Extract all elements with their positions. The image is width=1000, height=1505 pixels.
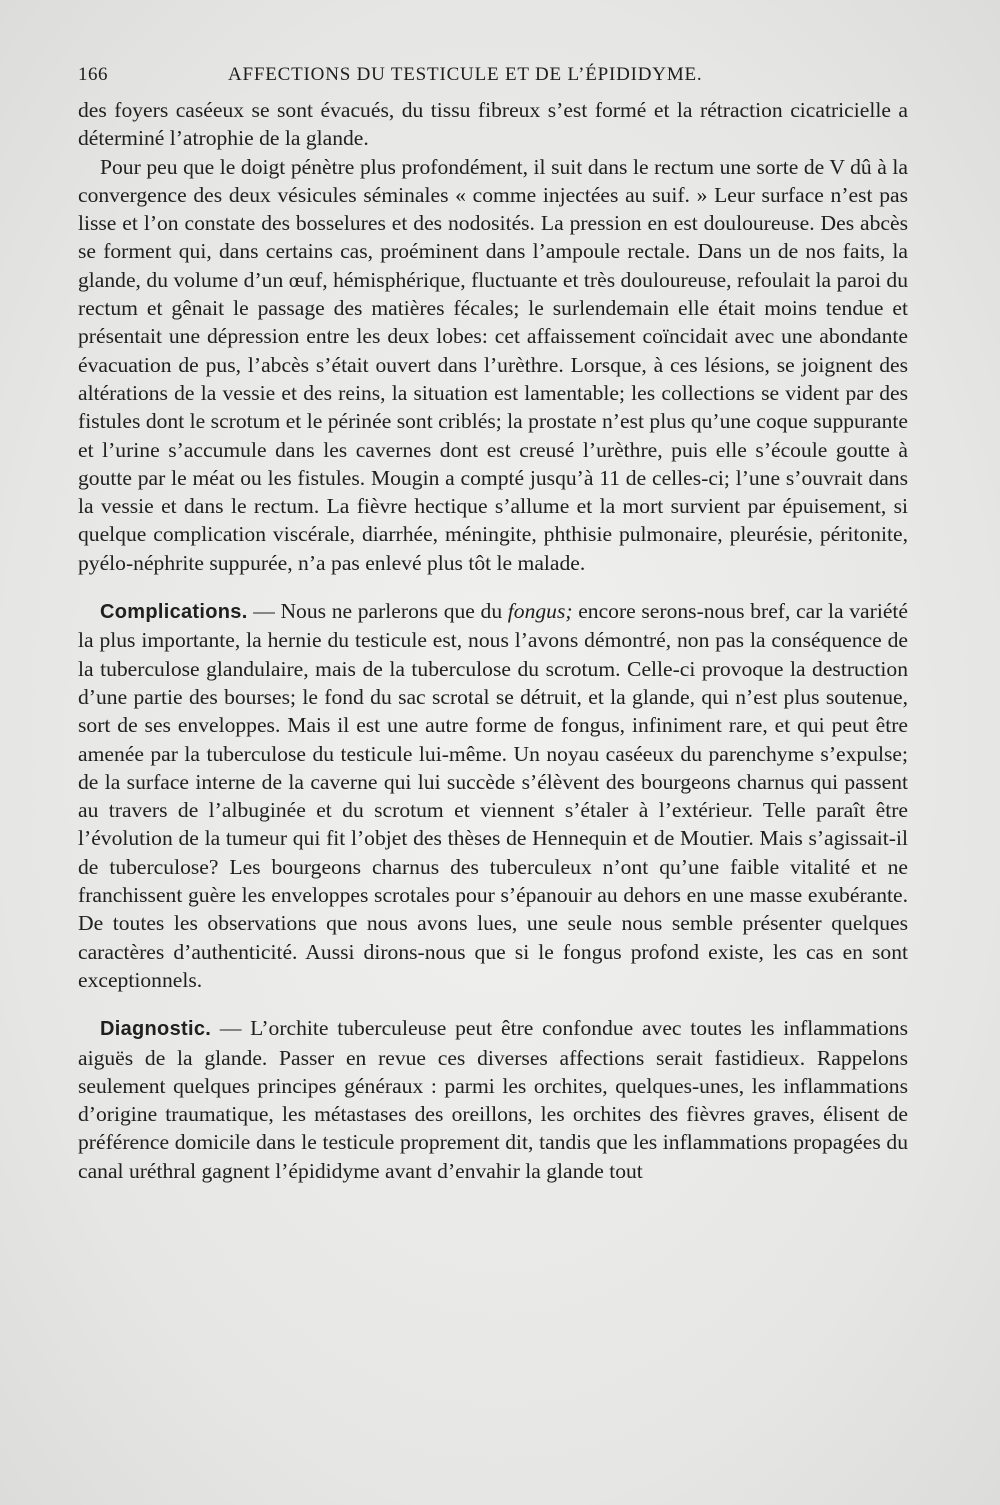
section-spacer	[78, 577, 908, 597]
paragraph-continued: des foyers caséeux se sont évacués, du tissu fibreux s’est formé et la rétraction cicatricielle a déterminé l’atrophie de la glande.	[78, 98, 908, 151]
section-heading-complications: Complications.	[100, 601, 248, 624]
page-body	[78, 96, 908, 1185]
fongus-term: fongus;	[507, 599, 573, 624]
paragraph-diagnostic	[78, 1014, 908, 1185]
paragraph-seminal-vesicles: Pour peu que le doigt pénètre plus profondément, il suit dans le rectum une sorte de V dû à la convergence des deux vésicules séminales « comme injectées au suif. » Leur surface n’est pas lisse et l’on constate des bosselures et des nodosités. La pression en est douloureuse. Des abcès se forment qui, dans certains cas, proéminent dans l’ampoule rectale. Dans un de nos faits, la glande, du volume d’un œuf, hémisphérique, fluctuante et très douloureuse, refoulait la paroi du rectum et gênait le passage des matières fécales; le surlendemain elle était moins tendue et présentait une dépression entre les deux lobes: cet affaissement coïncidait avec une abondante évacuation de pus, l’abcès s’était ouvert dans l’urèthre. Lorsque, à ces lésions, se joignent des altérations de la vessie et des reins, la situation est lamentable; les collections se vident par des fistules dont le scrotum et le périnée sont criblés; la prostate n’est plus qu’une coque suppurante et l’urine s’accumule dans les cavernes dont est creusé l’urèthre, puis elle s’écoule goutte à goutte par le méat ou les fistules. Mougin a compté jusqu’à 11 de celles-ci; l’une s’ouvrait dans la vessie et dans le rectum. La fièvre hectique s’allume et la mort survient par épuisement, si quelque complication viscérale, diarrhée, méningite, phthisie pulmonaire, pleurésie, péritonite, pyélo-néphrite suppurée, n’a pas enlevé plus tôt le malade.	[78, 154, 908, 575]
complications-lead: — Nous ne parlerons que du	[247, 599, 508, 624]
paragraph-complications	[78, 597, 908, 994]
running-header	[78, 64, 908, 92]
section-heading-diagnostic: Diagnostic.	[100, 1018, 212, 1041]
section-spacer	[78, 994, 908, 1014]
diagnostic-text: — L’orchite tuberculeuse peut être confondue avec toutes les inflammations aiguës de la glande. Passer en revue ces diverses affections serait fastidieux. Rappelons seulement quelques principes généraux : parmi les orchites, quelques-unes, les inflammations d’origine traumatique, les métastases des oreillons, les orchites des fièvres graves, élisent de préférence domicile dans le testicule proprement dit, tandis que les inflammations propagées du canal uréthral gagnent l’épididyme avant d’envahir la glande tout	[78, 1016, 908, 1183]
complications-text: encore serons-nous bref, car la variété la plus importante, la hernie du testicule est, nous l’avons démontré, non pas la conséquence de la tuberculose glandulaire, mais de la tuberculose du scrotum. Celle-ci provoque la destruction d’une partie des bourses; le fond du sac scrotal se détruit, et la glande, qui n’est plus soutenue, sort de ses enveloppes. Mais il est une autre forme de fongus, infiniment rare, et qui peut être amenée par la tuberculose du testicule lui-même. Un noyau caséeux du parenchyme s’expulse; de la surface interne de la caverne qui lui succède s’élèvent des bourgeons charnus qui passent au travers de l’albuginée et du scrotum et viennent s’étaler à l’extérieur. Telle paraît être l’évolution de la tumeur qui fit l’objet des thèses de Hennequin et de Moutier. Mais s’agissait-il de tuberculose? Les bourgeons charnus des tuberculeux n’ont qu’une faible vitalité et ne franchissent guère les enveloppes scrotales pour s’épanouir au dehors en une masse exubérante. De toutes les observations que nous avons lues, une seule nous semble présenter quelques caractères d’authenticité. Aussi dirons-nous que si le fongus profond existe, les cas en sont exceptionnels.	[78, 599, 908, 992]
running-title: AFFECTIONS DU TESTICULE ET DE L’ÉPIDIDYME.	[228, 64, 703, 85]
page-number: 166	[78, 64, 108, 85]
